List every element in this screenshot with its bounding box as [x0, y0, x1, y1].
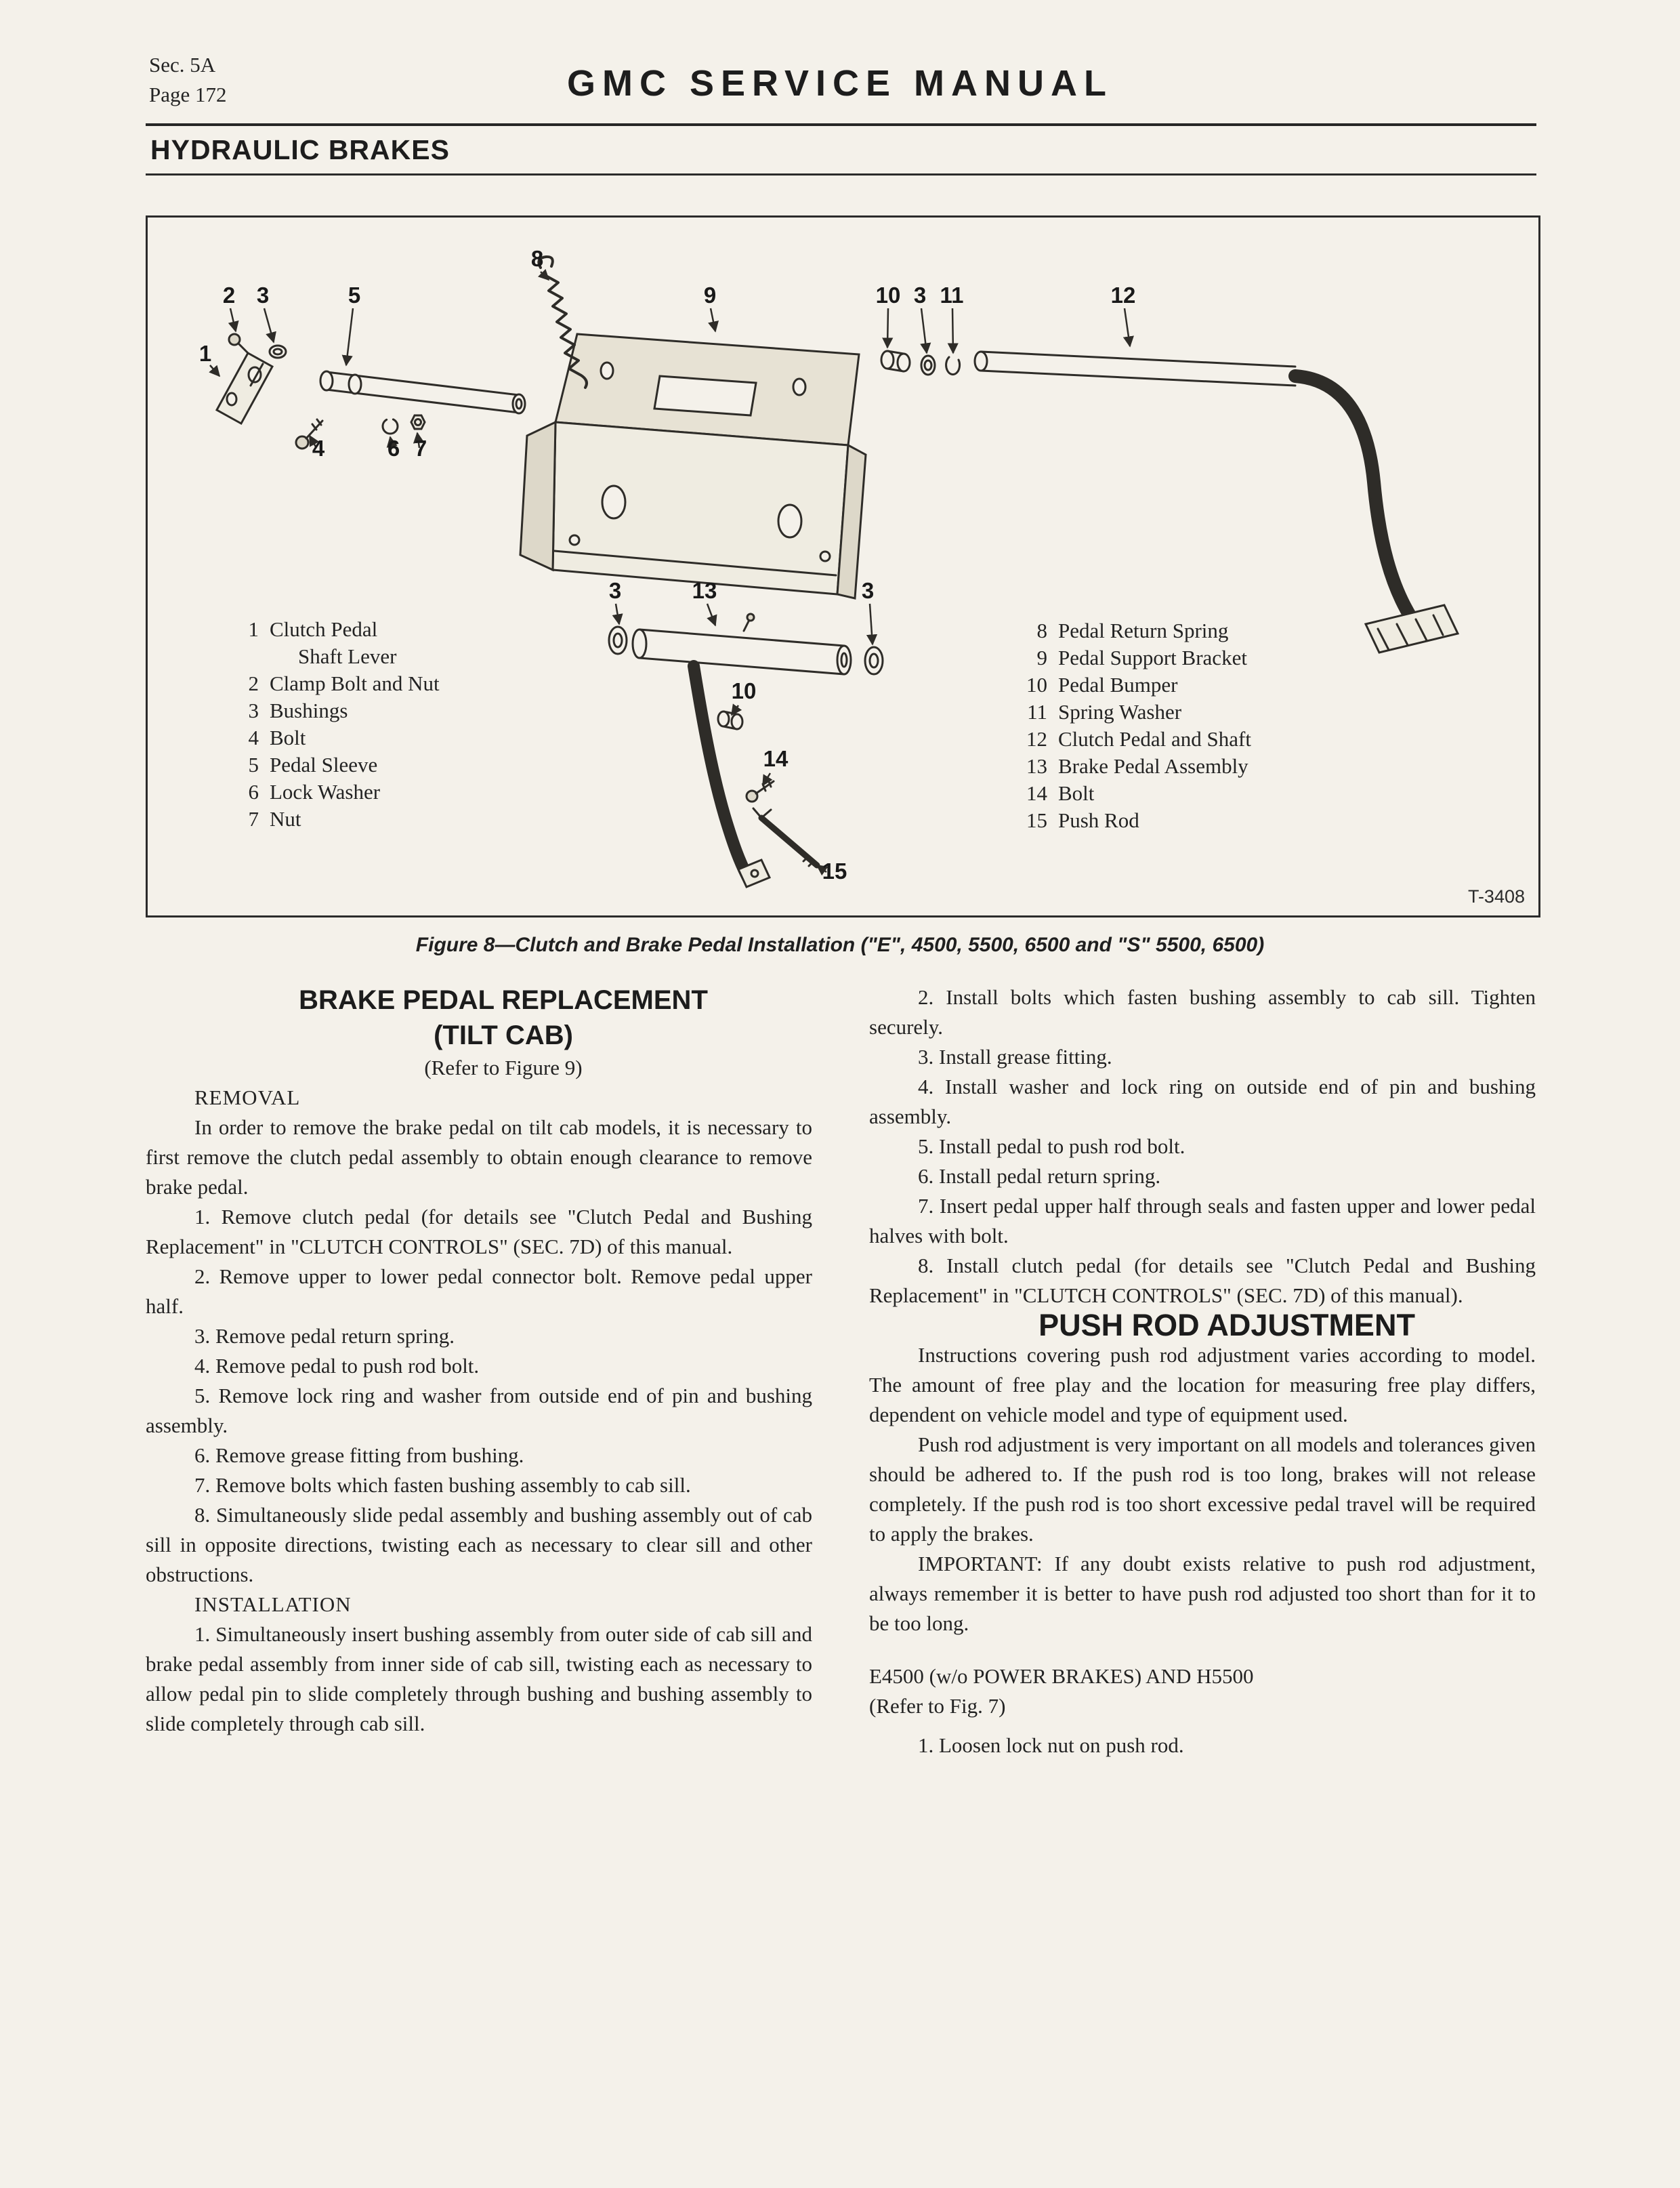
brake-pedal-assembly-drawing [633, 614, 851, 887]
parts-list-item: 1 Clutch Pedal [248, 617, 378, 641]
installation-step-6: 6. Install pedal return spring. [918, 1164, 1161, 1188]
callout-3c: 3 [608, 578, 622, 603]
callout-10a: 10 [875, 283, 901, 308]
callout-6: 6 [387, 436, 400, 461]
removal-step-3: 3. Remove pedal return spring. [194, 1324, 455, 1348]
callout-15: 15 [822, 859, 847, 884]
header-rule [146, 123, 1536, 126]
installation-step-4: 4. Install washer and lock ring on outside end of pin and bushing assembly. [869, 1075, 1536, 1128]
removal-step-6: 6. Remove grease fitting from bushing. [194, 1443, 524, 1467]
parts-list-item: 7 Nut [248, 807, 301, 831]
pedal-bumper-lower-drawing [718, 711, 742, 729]
callout-14: 14 [763, 746, 789, 771]
chapter-rule [146, 173, 1536, 176]
model-note-line1: E4500 (w/o POWER BRAKES) AND H5500 [869, 1664, 1254, 1688]
push-rod-drawing [753, 808, 817, 866]
callout-4: 4 [312, 436, 325, 461]
parts-list-item: 14 Bolt [1026, 781, 1095, 805]
callout-3d: 3 [861, 578, 875, 603]
parts-list-item: 8 Pedal Return Spring [1036, 619, 1229, 642]
removal-step-1: 1. Remove clutch pedal (for details see "Clutch Pedal and Bushing Replacement" in "CLUTCH CONTROLS" (SEC. 7D) of this manual. [146, 1205, 812, 1258]
parts-list-right [1012, 617, 1251, 834]
pedal-support-bracket-drawing [520, 334, 866, 598]
callout-11: 11 [940, 283, 964, 308]
installation-step-7: 7. Insert pedal upper half through seals and fasten upper and lower pedal halves with bolt. [869, 1194, 1536, 1247]
callout-9: 9 [703, 283, 717, 308]
callout-3a: 3 [256, 283, 270, 308]
chapter-title: HYDRAULIC BRAKES [150, 134, 450, 165]
bushing-left-drawing [609, 627, 627, 654]
removal-step-7: 7. Remove bolts which fasten bushing assembly to cab sill. [194, 1473, 691, 1497]
model-note-line2: (Refer to Fig. 7) [869, 1694, 1006, 1718]
adjustment-paragraph-2: Push rod adjustment is very important on all models and tolerances given should be adhered to. If the push rod is too long, brakes will not release completely. If the push rod is too short excessive pedal travel will be required to apply the brakes. [869, 1432, 1536, 1546]
nut-drawing [411, 415, 425, 429]
figure-8-box [146, 215, 1540, 917]
refer-note: (Refer to Figure 9) [424, 1056, 583, 1079]
installation-step-8: 8. Install clutch pedal (for details see "Clutch Pedal and Bushing Replacement" in "CLUTCH CONTROLS" (SEC. 7D) of this manual). [869, 1254, 1536, 1307]
bushing-right-drawing [865, 647, 883, 674]
adjustment-paragraph-3: IMPORTANT: If any doubt exists relative to push rod adjustment, always remember it is better to have push rod adjusted too short than for it to be too long. [869, 1552, 1536, 1635]
installation-step-5: 5. Install pedal to push rod bolt. [918, 1134, 1185, 1158]
installation-step-3: 3. Install grease fitting. [918, 1045, 1112, 1069]
removal-step-8: 8. Simultaneously slide pedal assembly and bushing assembly out of cab sill in opposite directions, twisting each as necessary to clear sill and other obstructions. [146, 1503, 812, 1586]
bushing-upper-drawing [270, 346, 286, 358]
removal-step-5: 5. Remove lock ring and washer from outside end of pin and bushing assembly. [146, 1384, 812, 1437]
callout-8: 8 [530, 246, 544, 271]
callout-2: 2 [222, 283, 236, 308]
parts-list-item: 9 Pedal Support Bracket [1036, 646, 1247, 669]
adjustment-paragraph-1: Instructions covering push rod adjustment varies according to model. The amount of free play and the location for measuring free play differs, dependent on vehicle model and type of equipment used. [869, 1343, 1536, 1426]
clutch-pedal-and-shaft-drawing [975, 352, 1458, 653]
washer-drawing [921, 356, 935, 375]
section-number: Sec. 5A [149, 53, 216, 77]
parts-list-left [224, 616, 440, 833]
page-number: Page 172 [149, 83, 227, 106]
lock-washer-drawing [383, 419, 398, 434]
installation-label: INSTALLATION [194, 1592, 352, 1616]
callout-5: 5 [348, 283, 361, 308]
section-heading-line2: (TILT CAB) [434, 1020, 573, 1050]
parts-list-item: 11 Spring Washer [1027, 700, 1182, 724]
callout-12: 12 [1110, 283, 1136, 308]
pedal-sleeve-drawing [320, 371, 525, 413]
parts-list-item: 6 Lock Washer [248, 780, 381, 804]
removal-step-2: 2. Remove upper to lower pedal connector bolt. Remove pedal upper half. [146, 1264, 812, 1318]
parts-list-item: 3 Bushings [248, 699, 348, 722]
left-column [146, 983, 812, 1760]
callout-10b: 10 [731, 678, 757, 703]
clamp-bolt-drawing [229, 334, 248, 353]
parts-list-item: Shaft Lever [298, 644, 397, 668]
pedal-bumper-upper-drawing [881, 351, 910, 371]
removal-step-4: 4. Remove pedal to push rod bolt. [194, 1354, 480, 1378]
installation-step-1: 1. Simultaneously insert bushing assembly from outer side of cab sill and brake pedal assembly from inner side of cab sill, twisting each as necessary to allow pedal pin to slide completely through bushing and bushing assembly to slide completely through cab sill. [146, 1622, 812, 1735]
figure-caption: Figure 8—Clutch and Brake Pedal Installation ("E", 4500, 5500, 6500 and "S" 5500, 6500) [415, 934, 1265, 956]
clutch-pedal-shaft-lever-drawing [217, 353, 272, 424]
callout-13: 13 [692, 578, 717, 603]
push-rod-adjustment-heading: PUSH ROD ADJUSTMENT [1038, 1308, 1415, 1342]
right-column [869, 983, 1536, 1760]
section-heading-line1: BRAKE PEDAL REPLACEMENT [299, 985, 708, 1015]
adjustment-step-1: 1. Loosen lock nut on push rod. [918, 1733, 1184, 1757]
installation-step-2: 2. Install bolts which fasten bushing assembly to cab sill. Tighten securely. [869, 985, 1536, 1039]
callout-3b: 3 [913, 283, 927, 308]
parts-list-item: 4 Bolt [248, 726, 306, 749]
spring-washer-drawing [946, 357, 960, 375]
parts-list-item: 13 Brake Pedal Assembly [1026, 754, 1248, 778]
removal-label: REMOVAL [194, 1086, 301, 1109]
parts-list-item: 12 Clutch Pedal and Shaft [1026, 727, 1251, 751]
parts-list-item: 10 Pedal Bumper [1026, 673, 1178, 697]
parts-list-item: 15 Push Rod [1026, 808, 1139, 832]
body-columns [146, 983, 1536, 1760]
removal-intro: In order to remove the brake pedal on tilt cab models, it is necessary to first remove the clutch pedal assembly to obtain enough clearance to remove brake pedal. [146, 1115, 812, 1199]
callout-1: 1 [198, 341, 212, 366]
drawing-id: T-3408 [1467, 886, 1525, 907]
manual-title: GMC SERVICE MANUAL [566, 63, 1114, 104]
bolt-lower-drawing [747, 780, 774, 802]
parts-list-item: 5 Pedal Sleeve [248, 753, 378, 777]
parts-list-item: 2 Clamp Bolt and Nut [248, 672, 440, 695]
callout-7: 7 [414, 436, 427, 461]
